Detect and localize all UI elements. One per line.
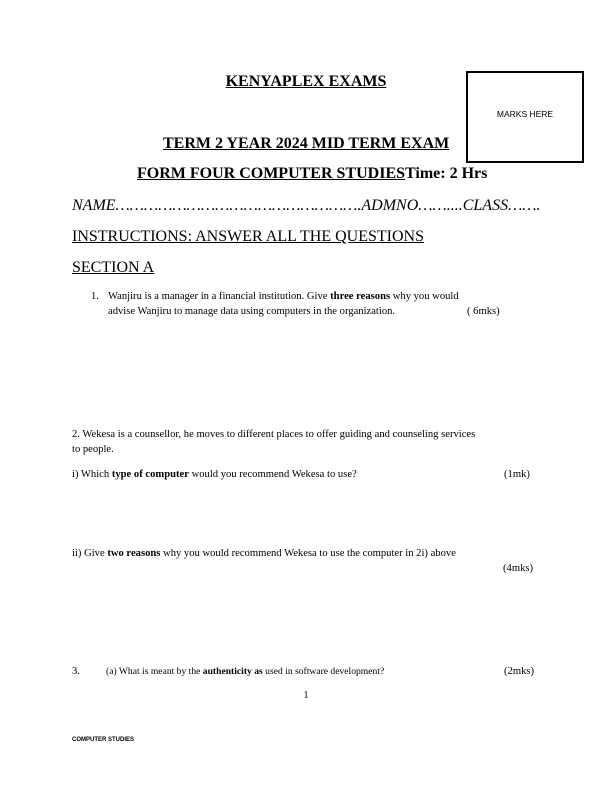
q3a-text-a: (a) What is meant by the: [106, 666, 203, 677]
marks-box: [466, 71, 584, 163]
page-number: 1: [303, 690, 309, 701]
q2i-text-bold: type of computer: [111, 469, 189, 480]
q2-part-ii: [72, 546, 456, 561]
q3a-text-bold: authenticity as: [202, 666, 263, 677]
footer-subject: COMPUTER STUDIES: [72, 737, 135, 743]
exam-title: TERM 2 YEAR 2024 MID TERM EXAM: [163, 135, 450, 152]
q1-line1: [108, 289, 459, 304]
q2-intro-line2: to people.: [72, 444, 114, 455]
q1-line2: advise Wanjiru to manage data using computers in the organization.: [108, 306, 396, 317]
marks-box-label: MARKS HERE: [496, 109, 554, 119]
q3-marks: (2mks): [504, 666, 535, 677]
q2-intro-line1: 2. Wekesa is a counsellor, he moves to different places to offer guiding and counseling services: [72, 429, 476, 440]
student-details-line: NAME…………………………………………….ADMNO……....CLASS…….: [72, 197, 541, 214]
q3a-text-b: used in software development?: [262, 666, 385, 677]
q1-number: 1.: [91, 291, 99, 302]
q2ii-text-b: why you would recommend Wekesa to use the computer in 2i) above: [160, 548, 456, 559]
q1-text-bold: three reasons: [330, 291, 391, 302]
section-heading: SECTION A: [72, 259, 155, 276]
school-title: KENYAPLEX EXAMS: [225, 73, 387, 90]
q2ii-text-a: ii) Give: [72, 548, 108, 559]
q2i-text-b: would you recommend Wekesa to use?: [188, 469, 357, 480]
q3-part-a: [106, 664, 384, 679]
q2-part-ii-marks: (4mks): [503, 563, 534, 574]
q2-part-i: [72, 467, 357, 482]
q1-text-a: Wanjiru is a manager in a financial institution. Give: [108, 291, 331, 302]
q3-number: 3.: [72, 666, 80, 677]
exam-time: Time: 2 Hrs: [405, 165, 488, 182]
q2ii-text-bold: two reasons: [107, 548, 161, 559]
q1-marks: ( 6mks): [467, 306, 500, 317]
subject-line: [137, 165, 487, 183]
subject-title: FORM FOUR COMPUTER STUDIES: [137, 165, 406, 182]
q2i-text-a: i) Which: [72, 469, 112, 480]
q1-text-b: why you would: [390, 291, 459, 302]
instructions: INSTRUCTIONS: ANSWER ALL THE QUESTIONS: [72, 228, 425, 245]
q2-part-i-marks: (1mk): [504, 469, 530, 480]
